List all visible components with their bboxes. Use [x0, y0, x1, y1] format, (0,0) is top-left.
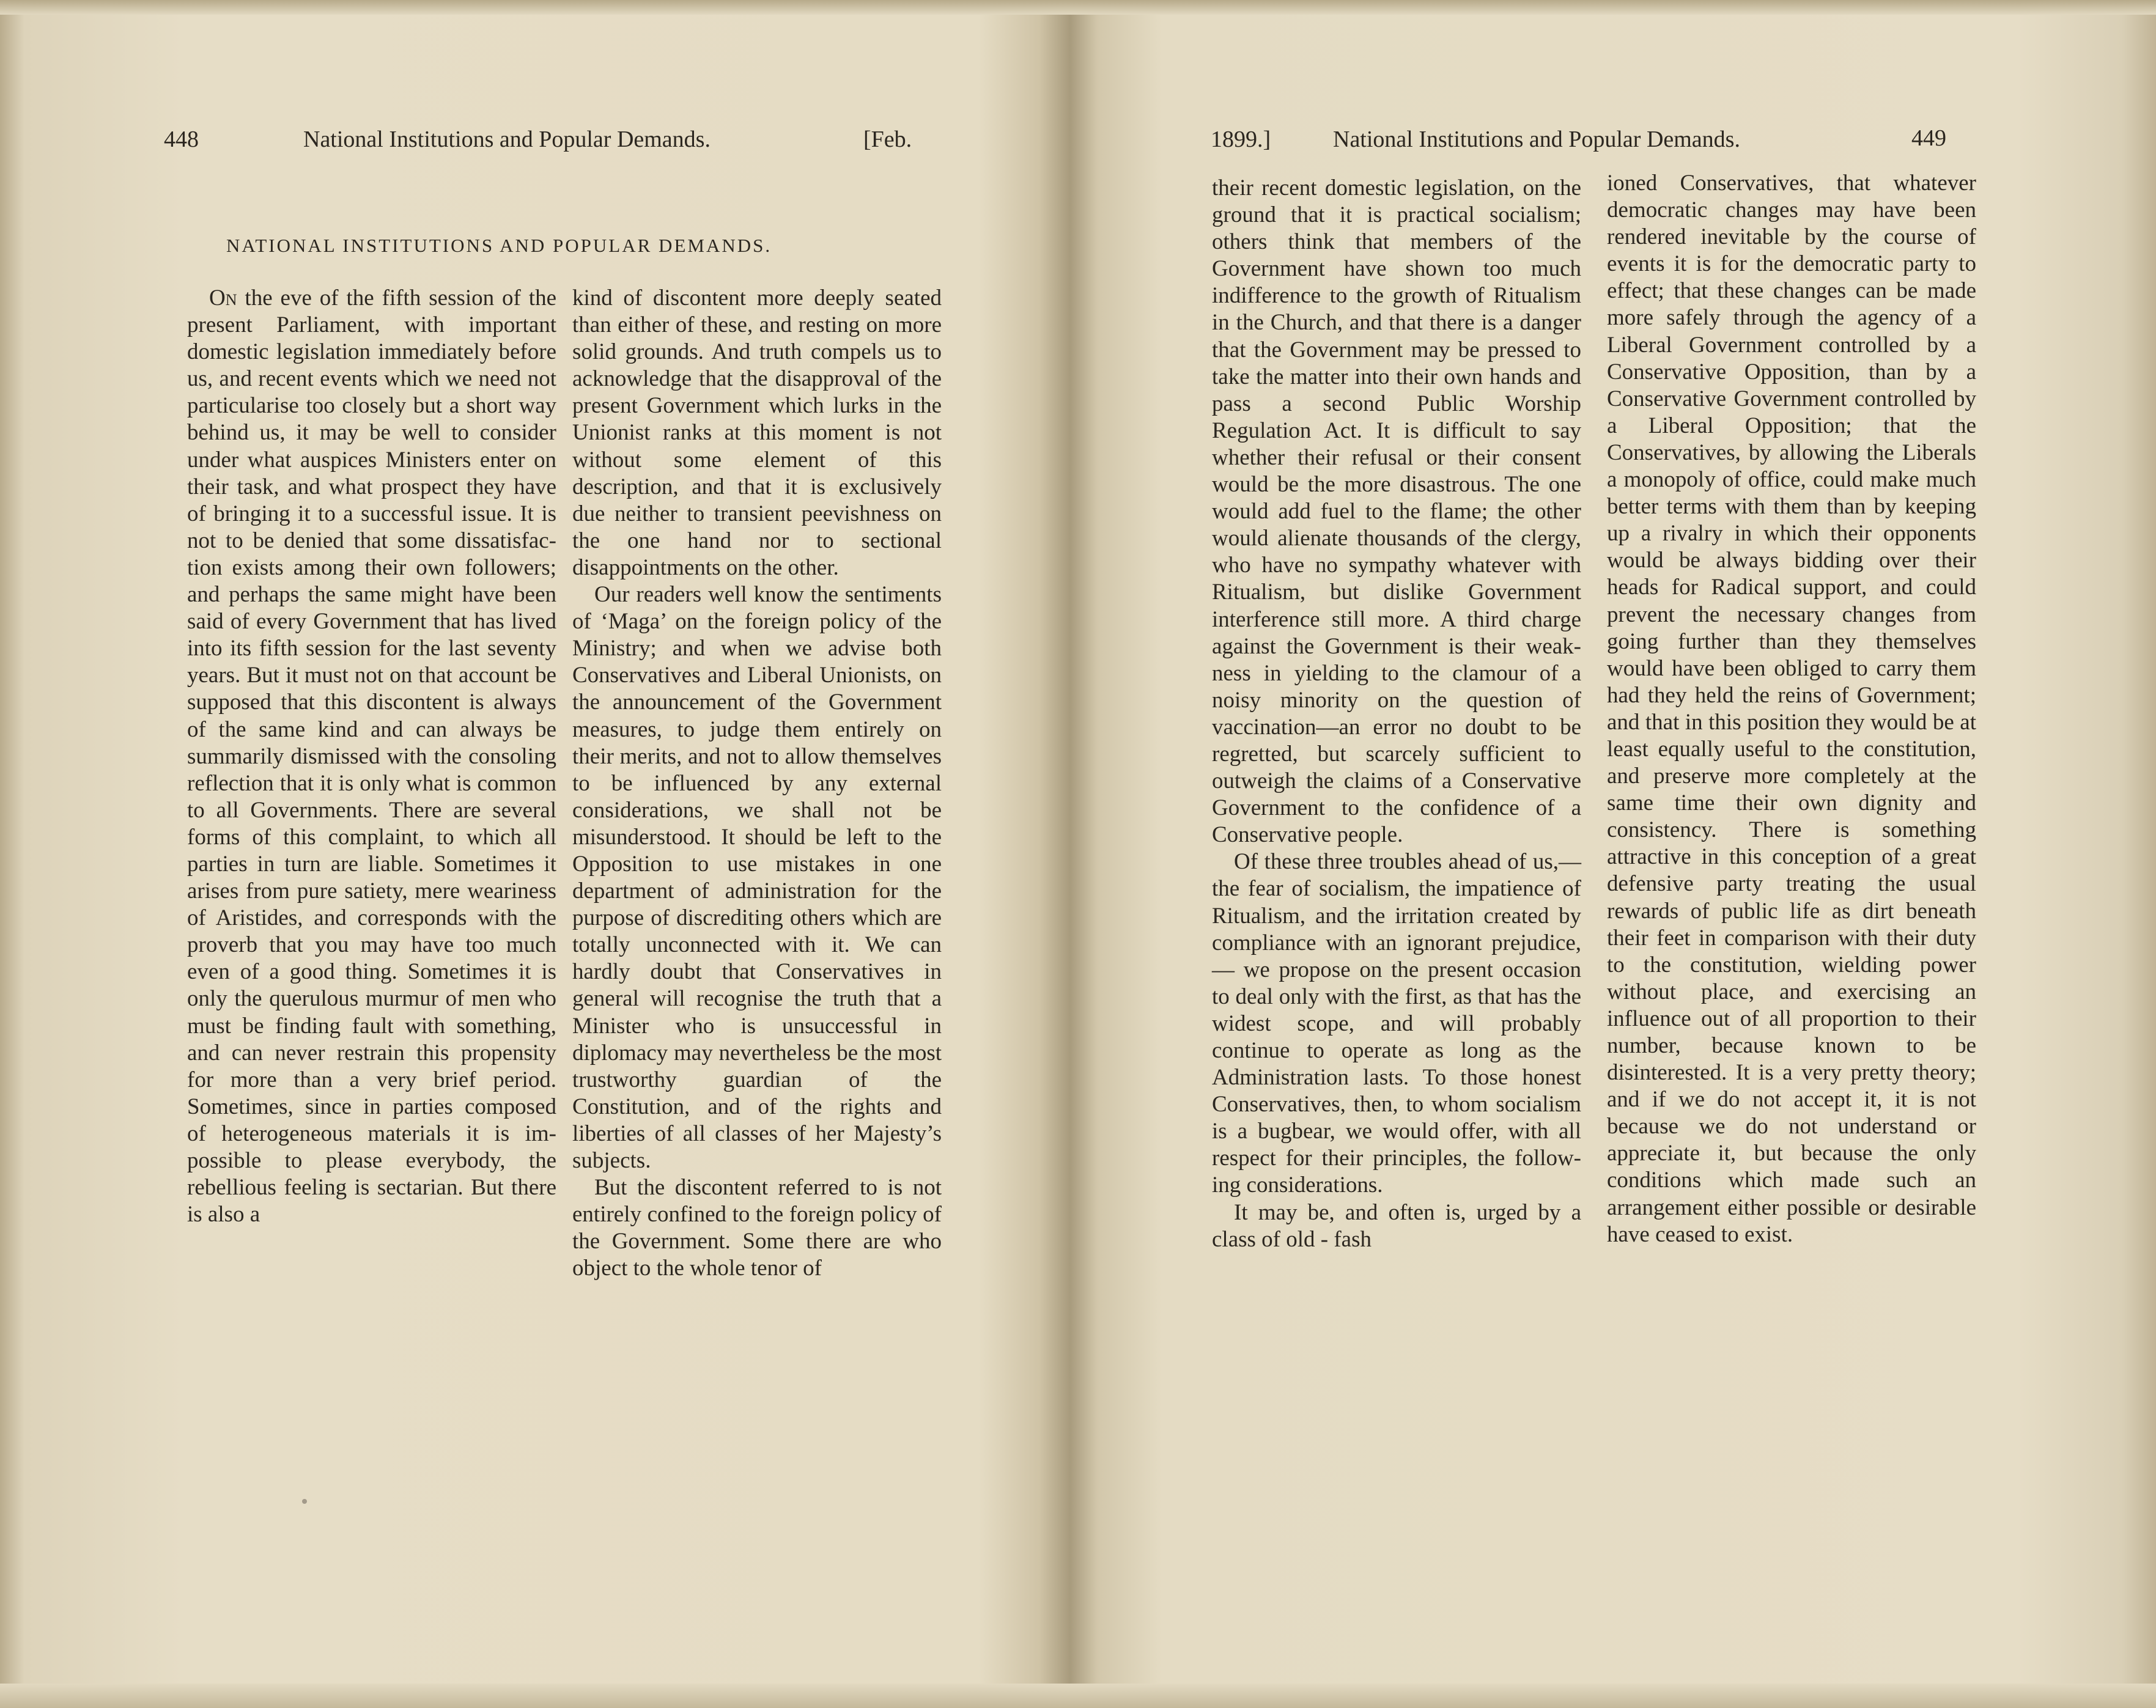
opening-word: On	[209, 285, 237, 311]
right-column-1	[1212, 175, 1581, 1253]
right-page-number: 449	[1911, 125, 1946, 151]
left-running-month: [Feb.	[863, 127, 912, 152]
paper-speck	[302, 1499, 307, 1504]
left-col1-paragraph-1: On the eve of the fifth session of the present Parliament, with important domestic legislation immediately before us, and recent events which we need not particularise too closely but a short way behind us, it may be well to consider under what auspices Ministers enter on their task, and what prospect they have of bringing it to a successful issue. It is not to be denied that some dissatisfaction exists among their own followers; and perhaps the same might have been said of every Government that has lived into its fifth session for the last seventy years. But it must not on that account be supposed that this discontent is always of the same kind and can always be summarily dismissed with the consoling reflection that it is only what is common to all Governments. There are several forms of this complaint, to which all parties in turn are liable. Sometimes it arises from pure satiety, mere weariness of Aristides, and corresponds with the proverb that you may have too much even of a good thing. Sometimes it is only the querulous murmur of men who must be finding fault with something, and can never restrain this propensity for more than a very brief period. Sometimes, since in parties composed of heterogeneous materials it is impossible to please everybody, the rebellious feeling is sectarian. But there is also a	[187, 285, 556, 1228]
right-col1-paragraph-1: their recent domestic legislation, on the ground that it is practical socialism; others think that members of the Government have shown too much indifference to the growth of Ritualism in the Church, and that there is a danger that the Government may be pressed to take the matter into their own hands and pass a second Public Worship Regulation Act. It is difficult to say whether their refusal or their consent would be the more disastrous. The one would add fuel to the flame; the other would alienate thousands of the clergy, who have no sympathy whatever with Ritualism, but dislike Government interference still more. A third charge against the Government is their weakness in yielding to the clamour of a noisy minority on the question of vaccination—an error no doubt to be regretted, but scarcely sufficient to outweigh the claims of a Conservative Government to the confidence of a Conservative people.	[1212, 175, 1581, 848]
page-edge-bottom	[0, 1684, 2156, 1708]
left-column-2	[572, 285, 942, 1282]
right-col1-paragraph-3: It may be, and often is, urged by a class of old - fash	[1212, 1199, 1581, 1252]
page-edge-top	[0, 0, 2156, 15]
left-running-title: National Institutions and Popular Demands.	[303, 127, 711, 152]
right-running-year: 1899.]	[1211, 127, 1271, 152]
left-col2-paragraph-2: Our readers well know the sentiments of ‘Maga’ on the foreign policy of the Ministry; and when we advise both Conservatives and Liberal Unionists, on the announcement of the Government measures, to judge them entirely on their merits, and not to allow themselves to be influenced by any external considerations, we shall not be misunderstood. It should be left to the Opposition to use mistakes in one department of administration for the purpose of discrediting others which are totally unconnected with it. We can hardly doubt that Conservatives in general will recognise the truth that a Minister who is unsuccessful in diplomacy may nevertheless be the most trustworthy guardian of the Constitution, and of the rights and liberties of all classes of her Majesty’s subjects.	[572, 582, 942, 1173]
right-running-title: National Institutions and Popular Demands.	[1333, 127, 1740, 152]
right-col1-paragraph-2: Of these three troubles ahead of us,—the fear of socialism, the impatience of Ritualism, and the irritation created by compliance with an ignorant prejudice, — we propose on the present occasion to deal only with the first, as that has the widest scope, and will probably continue to operate as long as the Administration lasts. To those honest Conservatives, then, to whom socialism is a bugbear, we would offer, with all respect for their principles, the following considerations.	[1212, 849, 1581, 1198]
article-title: NATIONAL INSTITUTIONS AND POPULAR DEMANDS.	[226, 235, 772, 256]
left-col2-paragraph-3: But the discontent referred to is not entirely confined to the foreign policy of the Government. Some there are who object to the whole tenor of	[572, 1175, 942, 1281]
left-page-number: 448	[164, 127, 199, 152]
left-column-1	[187, 285, 556, 1228]
right-col2-paragraph-1: ioned Conservatives, that whatever democratic changes may have been rendered inevitable by the course of events it is for the democratic party to effect; that these changes can be made more safely through the agency of a Liberal Government controlled by a Conservative Opposition, than by a Conservative Government controlled by a Liberal Opposition; that the Conservatives, by allowing the Liberals a monopoly of office, could make much better terms with them than by keeping up a rivalry in which their opponents would be always bidding over their heads for Radical support, and could prevent the necessary changes from going further than they themselves would have been obliged to carry them had they held the reins of Government; and that in this position they would be at least equally useful to the constitution, and preserve more completely at the same time their own dignity and consistency. There is something attractive in this conception of a great defensive party treating the usual rewards of public life as dirt beneath their feet in comparison with their duty to the constitution, wielding power without place, and exercising an influence out of all proportion to their number, because known to be disinterested. It is a very pretty theory; and if we do not accept it, it is not because we do not understand or appreciate it, but because the only conditions which made such an arrangement either possible or desirable have ceased to exist.	[1607, 171, 1976, 1247]
right-column-2	[1607, 170, 1976, 1248]
left-col2-paragraph-1: kind of discontent more deeply seated than either of these, and resting on more solid grounds. And truth compels us to acknowledge that the disapproval of the present Government which lurks in the Unionist ranks at this moment is not without some element of this description, and that it is exclusively due neither to transient peevishness on the one hand nor to sectional disappointments on the other.	[572, 285, 942, 580]
